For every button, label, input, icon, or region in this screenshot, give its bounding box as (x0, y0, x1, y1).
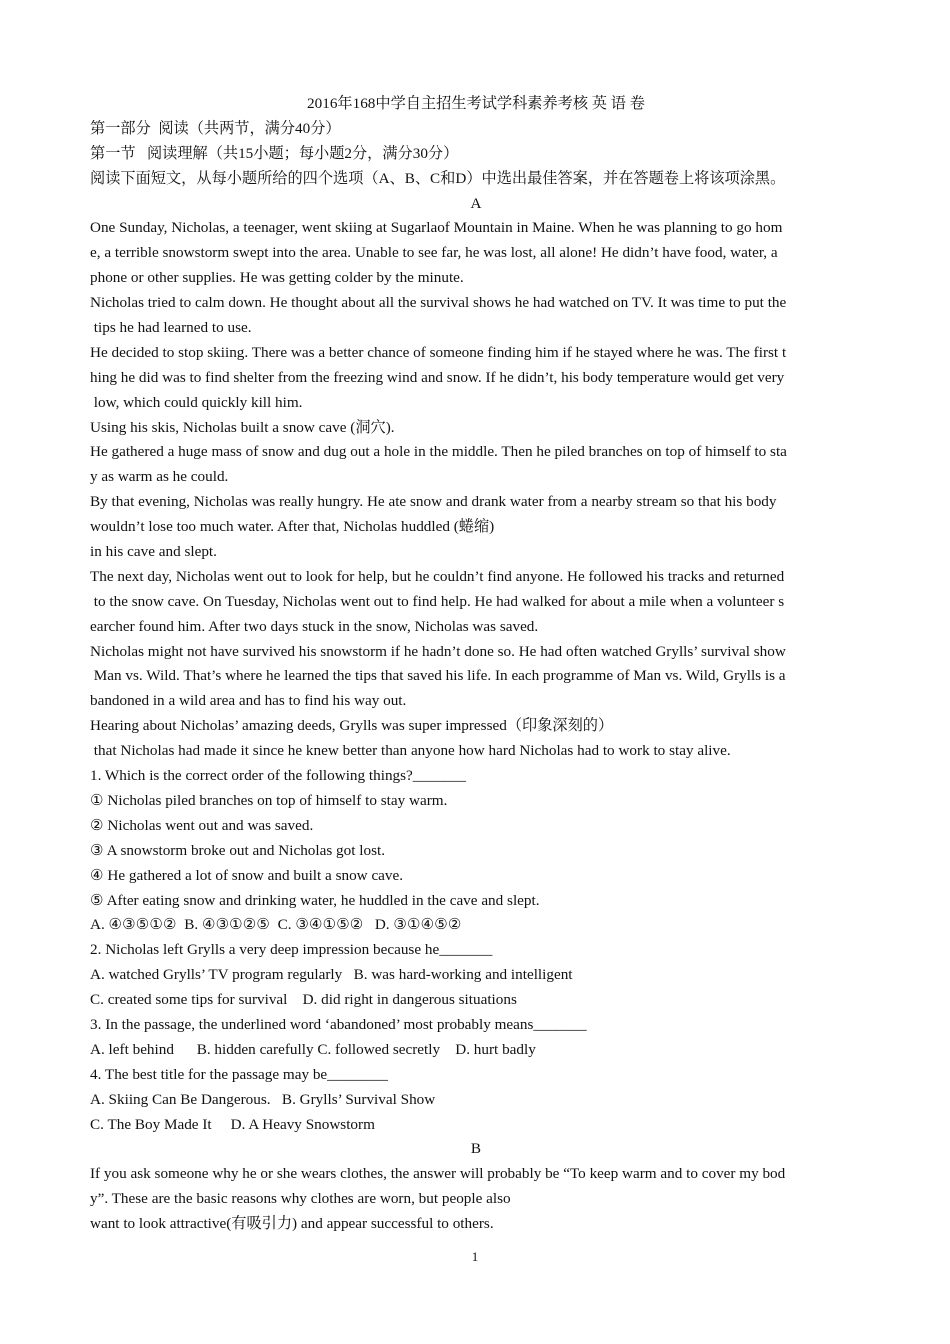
question-1-item: ② Nicholas went out and was saved. (90, 816, 314, 834)
question-1-item: ④ He gathered a lot of snow and built a snow cave. (90, 866, 404, 884)
passage-b-text (90, 1162, 862, 1237)
text-line: Nicholas tried to calm down. He thought about all the survival shows he had watched on TV. It was time to put the (90, 294, 787, 312)
text-line: Man vs. Wild. That’s where he learned the tips that saved his life. In each programme of Man vs. Wild, Grylls is a (90, 667, 786, 685)
question-list (90, 764, 862, 1137)
text-line: If you ask someone why he or she wears clothes, the answer will probably be “To keep warm and to cover my bod (90, 1165, 786, 1183)
text-line: to the snow cave. On Tuesday, Nicholas went out to find help. He had walked for about a mile when a volunteer s (90, 592, 785, 610)
page-number: 1 (471, 1249, 479, 1264)
text-line: y”. These are the basic reasons why clothes are worn, but people also (90, 1190, 511, 1208)
text-line: that Nicholas had made it since he knew better than anyone how hard Nicholas had to work to stay alive. (90, 742, 731, 760)
document-title: 2016年168中学自主招生考试学科素养考核 英 语 卷 (307, 95, 645, 112)
section-heading: 第一节 阅读理解（共15小题；每小题2分，满分30分） (90, 144, 459, 162)
text-line: bandoned in a wild area and has to find his way out. (90, 692, 407, 710)
text-line: in his cave and slept. (90, 543, 217, 561)
question-3: 3. In the passage, the underlined word ‘abandoned’ most probably means_______ (90, 1015, 587, 1033)
question-3-options: A. left behind B. hidden carefully C. followed secretly D. hurt badly (90, 1040, 536, 1058)
question-2-options: C. created some tips for survival D. did right in dangerous situations (90, 991, 517, 1009)
text-line: Using his skis, Nicholas built a snow cave (洞穴). (90, 418, 395, 436)
text-line: want to look attractive(有吸引力) and appear successful to others. (90, 1215, 494, 1233)
text-line: low, which could quickly kill him. (90, 393, 303, 411)
passage-a-text (90, 216, 862, 764)
text-line: phone or other supplies. He was getting colder by the minute. (90, 269, 464, 287)
text-line: y as warm as he could. (90, 468, 229, 486)
passage-b-label: B (470, 1140, 482, 1158)
part-heading: 第一部分 阅读（共两节，满分40分） (90, 119, 341, 137)
text-line: earcher found him. After two days stuck in the snow, Nicholas was saved. (90, 617, 539, 635)
question-1-item: ⑤ After eating snow and drinking water, he huddled in the cave and slept. (90, 891, 540, 909)
text-line: Nicholas might not have survived his snowstorm if he hadn’t done so. He had often watched Grylls’ survival show (90, 642, 786, 660)
text-line: Hearing about Nicholas’ amazing deeds, Grylls was super impressed（印象深刻的） (90, 717, 614, 735)
text-line: By that evening, Nicholas was really hungry. He ate snow and drank water from a nearby stream so that his body (90, 493, 777, 511)
instructions: 阅读下面短文，从每小题所给的四个选项（A、B、C和D）中选出最佳答案，并在答题卷上将该项涂黑。 (90, 169, 786, 187)
question-2-options: A. watched Grylls’ TV program regularly B. was hard-working and intelligent (90, 966, 573, 984)
question-1-item: ③ A snowstorm broke out and Nicholas got lost. (90, 841, 385, 859)
question-2: 2. Nicholas left Grylls a very deep impression because he_______ (90, 941, 493, 959)
question-4-options: C. The Boy Made It D. A Heavy Snowstorm (90, 1115, 375, 1133)
text-line: wouldn’t lose too much water. After that, Nicholas huddled (蜷缩) (90, 518, 495, 536)
document-body (90, 92, 862, 1237)
text-line: hing he did was to find shelter from the freezing wind and snow. If he didn’t, his body temperature would get very (90, 368, 785, 386)
text-line: The next day, Nicholas went out to look for help, but he couldn’t find anyone. He followed his tracks and returned (90, 567, 785, 585)
question-4: 4. The best title for the passage may be________ (90, 1065, 388, 1083)
text-line: e, a terrible snowstorm swept into the area. Unable to see far, he was lost, all alone! He didn’t have food, water, a (90, 244, 778, 262)
question-1-item: ① Nicholas piled branches on top of himself to stay warm. (90, 791, 448, 809)
question-4-options: A. Skiing Can Be Dangerous. B. Grylls’ Survival Show (90, 1090, 436, 1108)
text-line: One Sunday, Nicholas, a teenager, went skiing at Sugarlaof Mountain in Maine. When he was planning to go hom (90, 219, 783, 237)
question-1: 1. Which is the correct order of the following things?_______ (90, 767, 466, 785)
text-line: tips he had learned to use. (90, 319, 252, 337)
text-line: He gathered a huge mass of snow and dug out a hole in the middle. Then he piled branches on top of himself to sta (90, 443, 787, 461)
text-line: He decided to stop skiing. There was a better chance of someone finding him if he stayed where he was. The first t (90, 343, 787, 361)
question-1-options: A. ④③⑤①② B. ④③①②⑤ C. ③④①⑤② D. ③①④⑤② (90, 916, 462, 934)
passage-a-label: A (470, 194, 482, 212)
